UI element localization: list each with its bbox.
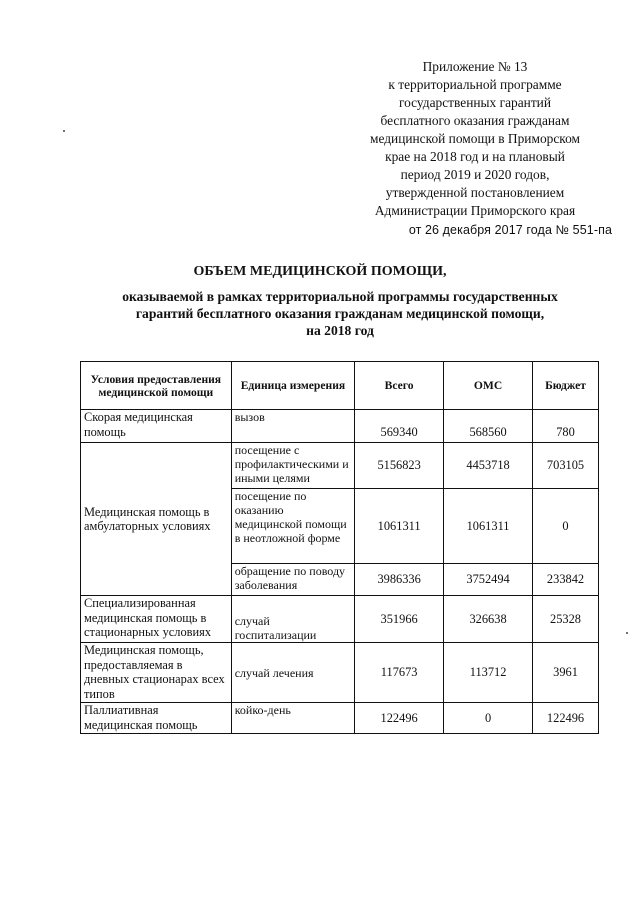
- row-unit: обращение по поводу заболевания: [231, 564, 354, 596]
- row-budget: 3961: [533, 643, 599, 703]
- header-row: [81, 362, 599, 410]
- document-subtitle: [80, 288, 600, 339]
- row-budget: 0: [533, 489, 599, 564]
- row-condition: Медицинская помощь в амбулаторных условиях: [81, 443, 232, 596]
- appendix-line: утвержденной постановлением: [385, 185, 565, 200]
- scan-speck: [626, 632, 628, 634]
- row-unit: койко-день: [231, 703, 354, 734]
- appendix-line: государственных гарантий: [398, 95, 552, 110]
- row-oms: 568560: [444, 410, 533, 443]
- row-budget: 780: [533, 410, 599, 443]
- row-budget: 233842: [533, 564, 599, 596]
- row-budget: 25328: [533, 596, 599, 643]
- row-condition: Медицинская помощь, предоставляемая в дневных стационарах всех типов: [81, 643, 232, 703]
- table-row: [81, 703, 599, 734]
- appendix-line: к территориальной программе: [388, 77, 562, 92]
- appendix-line: бесплатного оказания гражданам: [380, 113, 570, 128]
- subtitle-line: гарантий бесплатного оказания гражданам медицинской помощи,: [135, 306, 545, 321]
- scan-speck: [63, 130, 65, 132]
- table-row: [81, 643, 599, 703]
- row-condition: Скорая медицинская помощь: [81, 410, 232, 443]
- document-title: ОБЪЕМ МЕДИЦИНСКОЙ ПОМОЩИ,: [193, 264, 447, 279]
- row-oms: 0: [444, 703, 533, 734]
- row-oms: 4453718: [444, 443, 533, 489]
- decree-line: от 26 декабря 2017 года № 551-па: [408, 223, 612, 237]
- appendix-line: Приложение № 13: [422, 59, 528, 74]
- row-total: 3986336: [355, 564, 444, 596]
- row-condition: Паллиативная медицинская помощь: [81, 703, 232, 734]
- row-total: 569340: [355, 410, 444, 443]
- header-conditions: Условия предоставления медицинской помощи: [81, 362, 232, 410]
- row-budget: 703105: [533, 443, 599, 489]
- appendix-line: период 2019 и 2020 годов,: [400, 167, 550, 182]
- row-unit: случай лечения: [231, 643, 354, 703]
- header-budget: Бюджет: [533, 362, 599, 410]
- header-total: Всего: [355, 362, 444, 410]
- row-oms: 113712: [444, 643, 533, 703]
- row-unit: случай госпитализации: [231, 596, 354, 643]
- row-condition: Специализированная медицинская помощь в стационарных условиях: [81, 596, 232, 643]
- row-total: 117673: [355, 643, 444, 703]
- table-row: [81, 443, 599, 489]
- row-oms: 326638: [444, 596, 533, 643]
- subtitle-line: оказываемой в рамках территориальной программы государственных: [122, 289, 558, 304]
- row-total: 1061311: [355, 489, 444, 564]
- appendix-line: крае на 2018 год и на плановый: [385, 149, 565, 164]
- row-oms: 1061311: [444, 489, 533, 564]
- header-unit: Единица измерения: [231, 362, 354, 410]
- header-oms: ОМС: [444, 362, 533, 410]
- medical-care-volume-table: [80, 361, 599, 734]
- appendix-line: медицинской помощи в Приморском: [369, 131, 581, 146]
- table-row: [81, 410, 599, 443]
- row-budget: 122496: [533, 703, 599, 734]
- row-total: 122496: [355, 703, 444, 734]
- row-oms: 3752494: [444, 564, 533, 596]
- subtitle-line: на 2018 год: [306, 323, 374, 338]
- row-unit: посещение по оказанию медицинской помощи в неотложной форме: [231, 489, 354, 564]
- row-total: 5156823: [355, 443, 444, 489]
- row-unit: вызов: [231, 410, 354, 443]
- appendix-line: Администрации Приморского края: [374, 203, 576, 218]
- appendix-block: [330, 58, 620, 239]
- row-unit: посещение с профилактическими и иными целями: [231, 443, 354, 489]
- row-total: 351966: [355, 596, 444, 643]
- table-row: [81, 596, 599, 643]
